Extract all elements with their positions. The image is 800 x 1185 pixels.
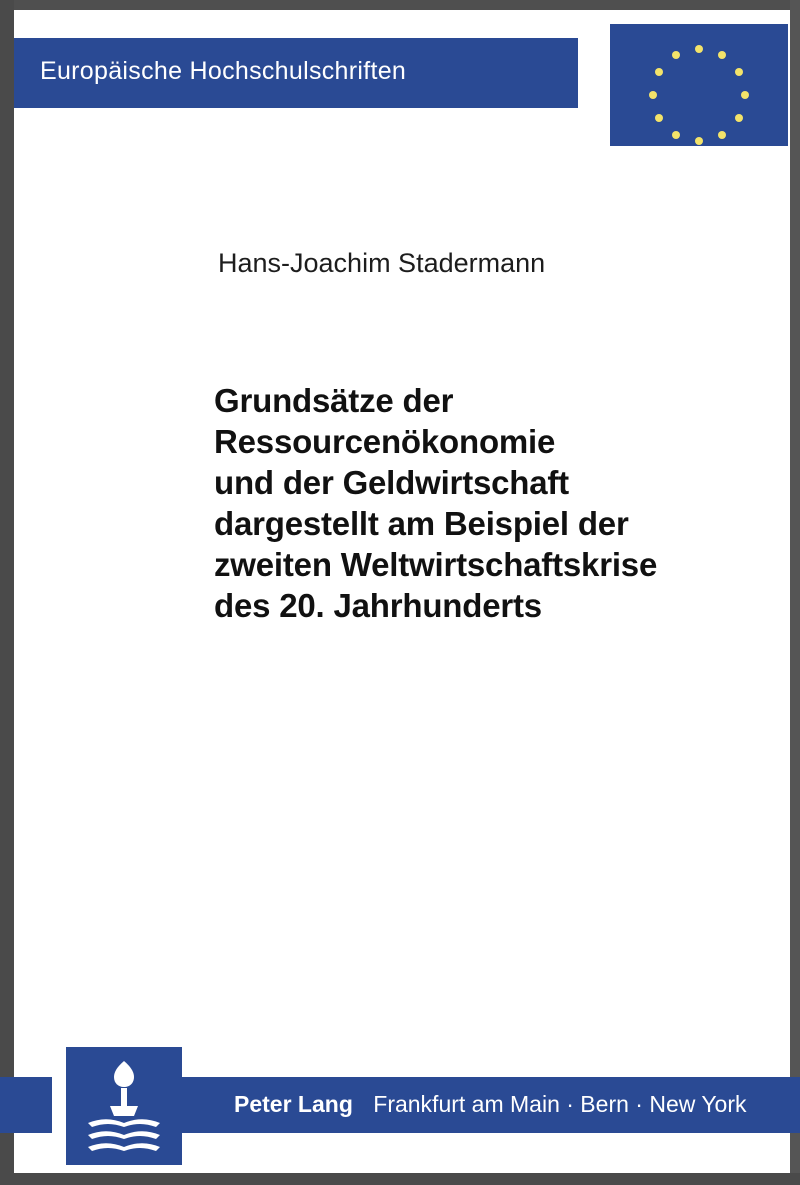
title-line: Grundsätze der [214,382,454,419]
title-line: dargestellt am Beispiel der [214,505,629,542]
title-line: zweiten Weltwirtschaftskrise [214,546,658,583]
publisher-cities: Frankfurt am Main · Bern · New York [373,1091,747,1117]
series-banner [14,38,578,108]
page-edge-bottom [0,1173,800,1185]
page-edge-right [790,0,800,1185]
author-name: Hans-Joachim Stadermann [218,248,546,278]
eu-stars-emblem [610,24,788,146]
publisher-imprint [234,1091,747,1118]
title-line: und der Geldwirtschaft [214,464,569,501]
title-line: des 20. Jahrhunderts [214,587,542,624]
peter-lang-book-logo [66,1047,182,1165]
series-title: Europäische Hochschulschriften [40,57,407,85]
page-edge-top [0,0,800,10]
page-edge-left [0,0,14,1185]
page-title [214,380,754,626]
title-line: Ressourcenökonomie [214,423,556,460]
publisher-bar-notch [52,1077,66,1133]
publisher-name: Peter Lang [234,1091,353,1117]
